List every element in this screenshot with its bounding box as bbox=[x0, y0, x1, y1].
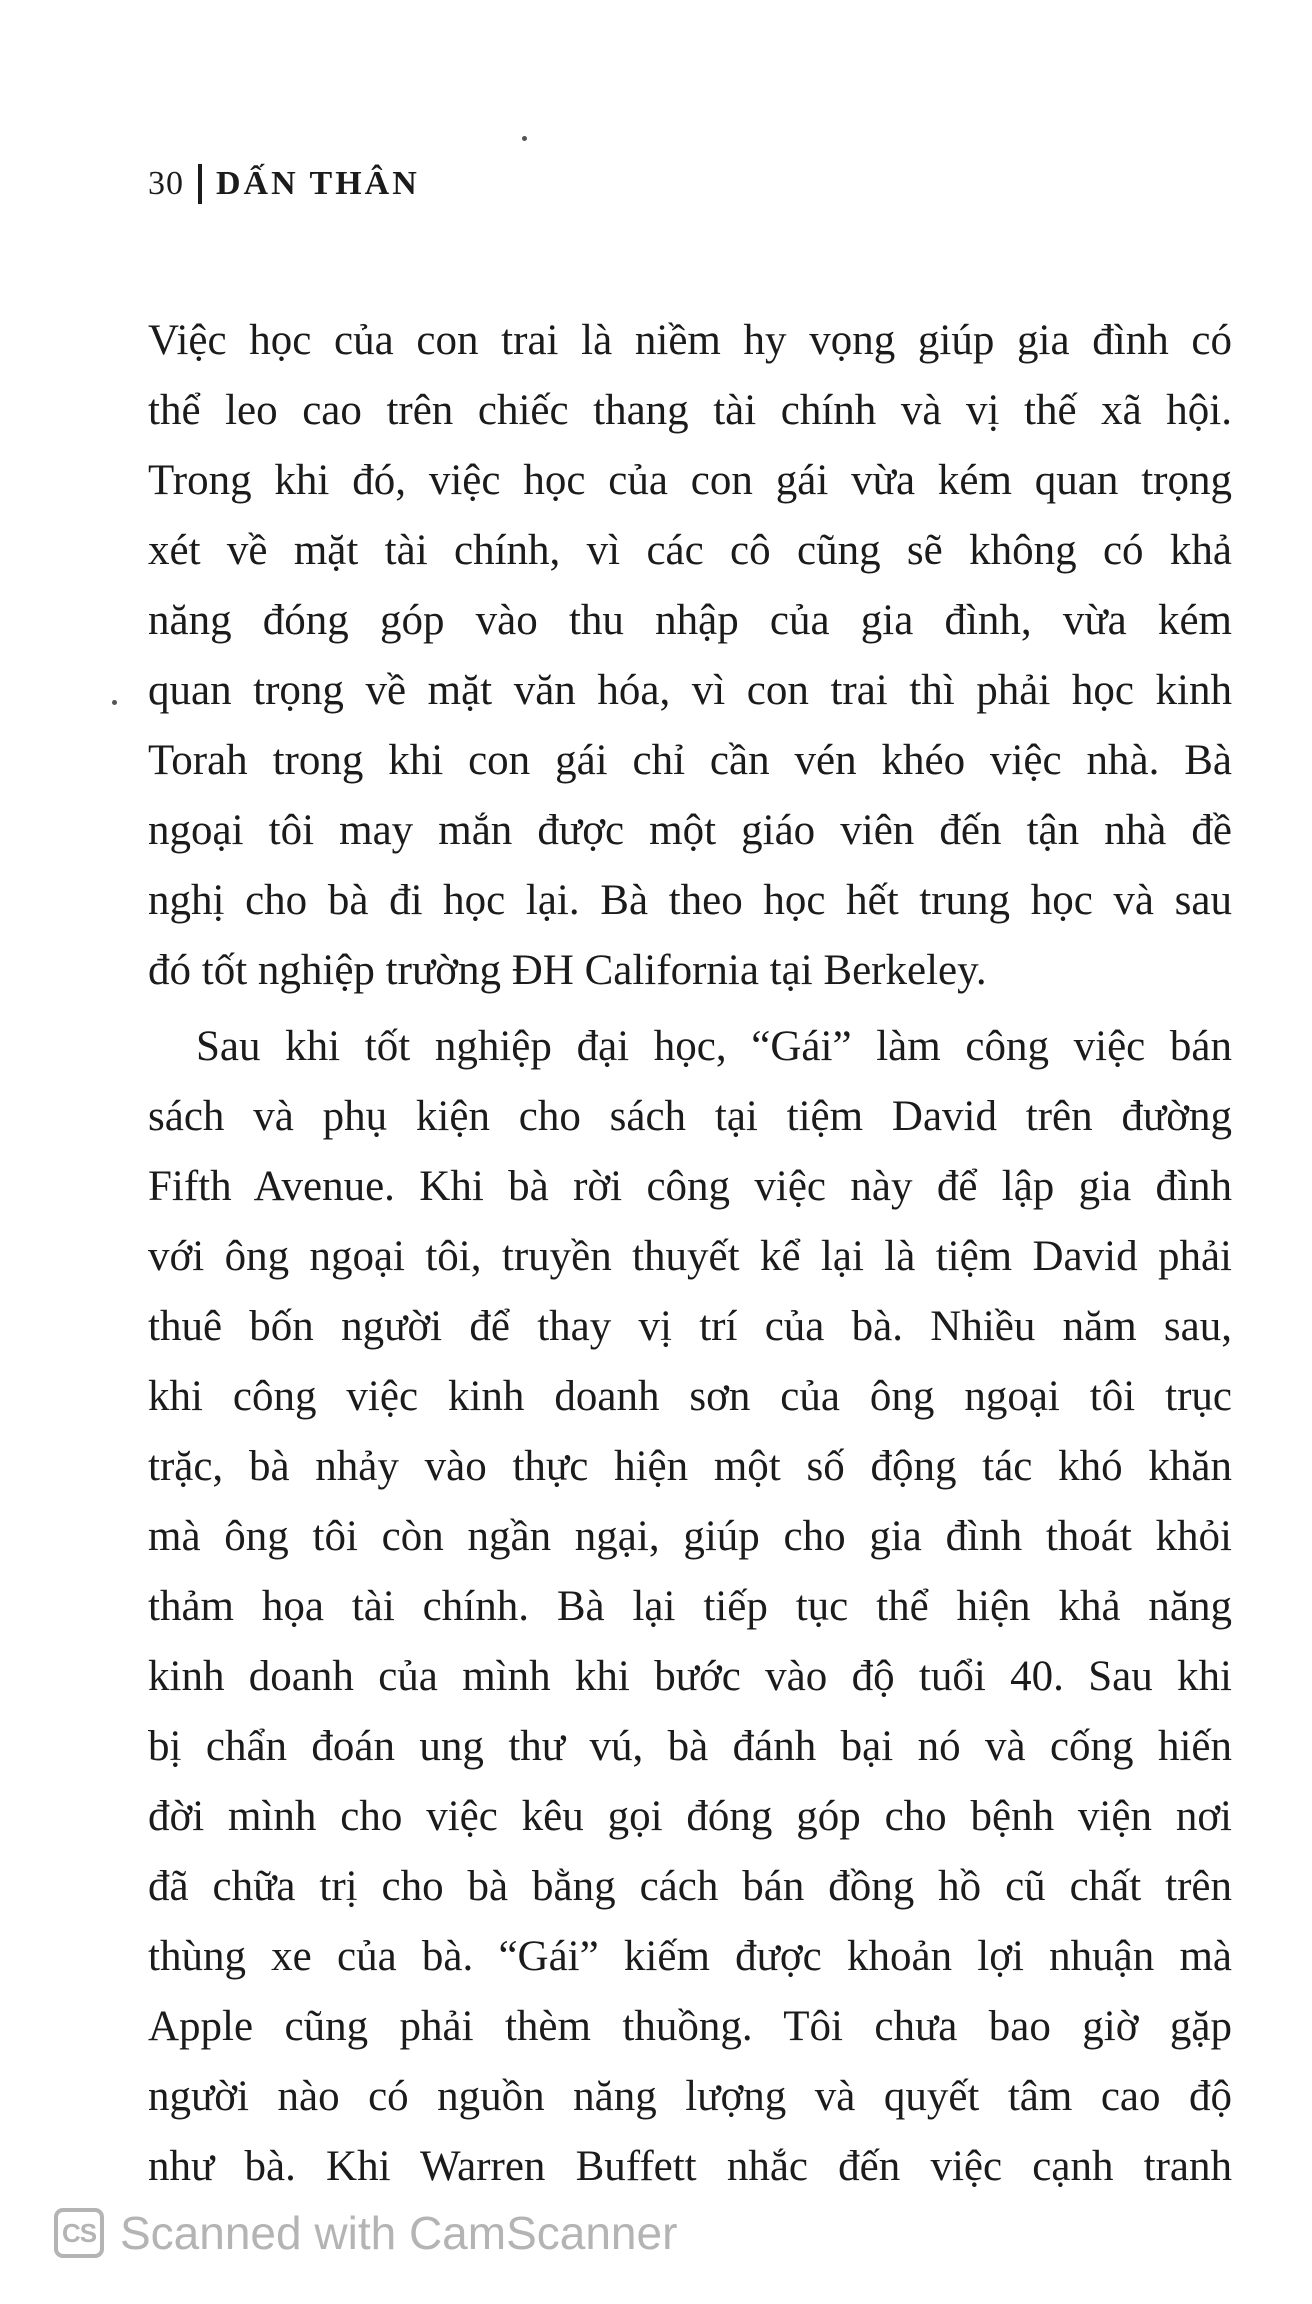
body-text bbox=[148, 306, 1232, 2202]
text-line: thảm họa tài chính. Bà lại tiếp tục thể hiện khả năng bbox=[148, 1583, 1232, 1630]
watermark-text: Scanned with CamScanner bbox=[120, 2207, 678, 2259]
text-line: Apple cũng phải thèm thuồng. Tôi chưa bao giờ gặp bbox=[148, 2003, 1232, 2050]
text-line: đã chữa trị cho bà bằng cách bán đồng hồ cũ chất trên bbox=[148, 1863, 1232, 1910]
text-line: mà ông tôi còn ngần ngại, giúp cho gia đình thoát khỏi bbox=[148, 1513, 1232, 1560]
text-line: thể leo cao trên chiếc thang tài chính và vị thế xã hội. bbox=[148, 387, 1232, 434]
text-line: với ông ngoại tôi, truyền thuyết kể lại là tiệm David phải bbox=[148, 1233, 1232, 1280]
chapter-title: DẤN THÂN bbox=[216, 165, 420, 202]
text-line: xét về mặt tài chính, vì các cô cũng sẽ không có khả bbox=[148, 527, 1232, 574]
text-line: đó tốt nghiệp trường ĐH California tại Berkeley. bbox=[148, 947, 987, 994]
scan-speck bbox=[112, 700, 117, 705]
text-line: nghị cho bà đi học lại. Bà theo học hết trung học và sau bbox=[148, 877, 1232, 924]
text-line: kinh doanh của mình khi bước vào độ tuổi 40. Sau khi bbox=[148, 1653, 1232, 1700]
page-number: 30 bbox=[148, 165, 184, 202]
camscanner-logo-icon: CS bbox=[54, 2208, 104, 2258]
text-line: quan trọng về mặt văn hóa, vì con trai thì phải học kinh bbox=[148, 667, 1232, 714]
text-line: người nào có nguồn năng lượng và quyết tâm cao độ bbox=[148, 2073, 1232, 2120]
header-divider bbox=[198, 164, 202, 204]
text-line: bị chẩn đoán ung thư vú, bà đánh bại nó và cống hiến bbox=[148, 1723, 1232, 1770]
text-line: Torah trong khi con gái chỉ cần vén khéo việc nhà. Bà bbox=[148, 737, 1232, 784]
text-line: Sau khi tốt nghiệp đại học, “Gái” làm công việc bán bbox=[196, 1023, 1232, 1070]
text-line: thùng xe của bà. “Gái” kiếm được khoản lợi nhuận mà bbox=[148, 1933, 1232, 1980]
text-line: Fifth Avenue. Khi bà rời công việc này để lập gia đình bbox=[148, 1163, 1232, 1210]
text-line: khi công việc kinh doanh sơn của ông ngoại tôi trục bbox=[148, 1373, 1232, 1420]
camscanner-watermark bbox=[54, 2206, 677, 2260]
text-line: ngoại tôi may mắn được một giáo viên đến tận nhà đề bbox=[148, 807, 1232, 854]
text-line: như bà. Khi Warren Buffett nhắc đến việc cạnh tranh bbox=[148, 2143, 1232, 2190]
text-line: năng đóng góp vào thu nhập của gia đình, vừa kém bbox=[148, 597, 1232, 644]
text-line: trặc, bà nhảy vào thực hiện một số động tác khó khăn bbox=[148, 1443, 1232, 1490]
text-line: thuê bốn người để thay vị trí của bà. Nhiều năm sau, bbox=[148, 1303, 1232, 1350]
paragraph-1 bbox=[148, 306, 1232, 1006]
scan-speck bbox=[522, 136, 527, 141]
text-line: Việc học của con trai là niềm hy vọng giúp gia đình có bbox=[148, 317, 1232, 364]
running-header bbox=[148, 164, 420, 204]
paragraph-2 bbox=[148, 1012, 1232, 2202]
text-line: đời mình cho việc kêu gọi đóng góp cho bệnh viện nơi bbox=[148, 1793, 1232, 1840]
text-line: sách và phụ kiện cho sách tại tiệm David trên đường bbox=[148, 1093, 1232, 1140]
text-line: Trong khi đó, việc học của con gái vừa kém quan trọng bbox=[148, 457, 1232, 504]
